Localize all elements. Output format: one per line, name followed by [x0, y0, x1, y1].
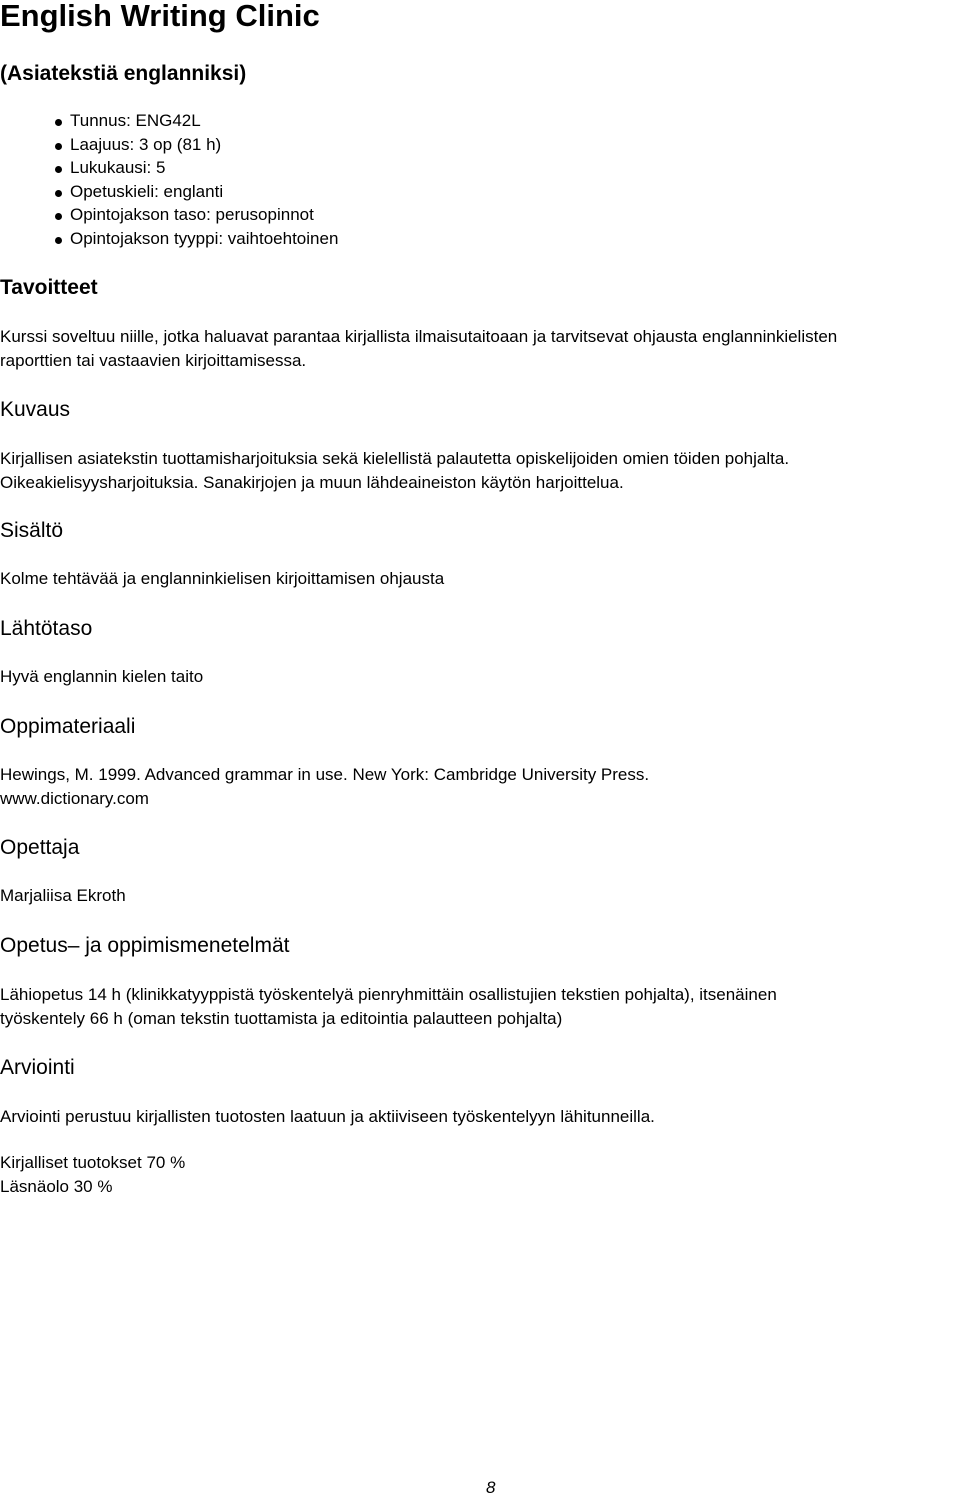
list-item: [0, 203, 338, 227]
list-item: [0, 227, 338, 251]
bullet-icon: [55, 190, 62, 197]
bullet-icon: [55, 237, 62, 244]
list-item: [0, 156, 338, 180]
arviointi-weight-attendance: Läsnäolo 30 %: [0, 1176, 113, 1196]
section-heading-kuvaus: Kuvaus: [0, 398, 71, 421]
list-item: [0, 133, 338, 157]
section-heading-tavoitteet: Tavoitteet: [0, 276, 98, 299]
course-title: English Writing Clinic: [0, 0, 320, 33]
bullet-icon: [55, 213, 62, 220]
menetelmat-text-line-1: Lähiopetus 14 h (klinikkatyyppistä työskentelyä pienryhmittäin osallistujien tekstien pohjalta), itsenäinen: [0, 985, 777, 1004]
section-heading-arviointi: Arviointi: [0, 1056, 75, 1079]
fact-text: Opetuskieli: englanti: [70, 181, 224, 201]
fact-text: Opintojakson tyyppi: vaihtoehtoinen: [70, 228, 339, 248]
tavoitteet-text-line-1: Kurssi soveltuu niille, jotka haluavat parantaa kirjallista ilmaisutaitoaan ja tarvitsevat ohjausta englanninkielisten: [0, 327, 838, 346]
section-heading-opettaja: Opettaja: [0, 836, 80, 859]
fact-text: Lukukausi: 5: [70, 158, 166, 178]
bullet-icon: [55, 166, 62, 173]
section-heading-menetelmat: Opetus– ja oppimismenetelmät: [0, 934, 290, 957]
sisalto-text: Kolme tehtävää ja englanninkielisen kirjoittamisen ohjausta: [0, 569, 445, 588]
page-number: 8: [486, 1478, 496, 1497]
section-heading-sisalto: Sisältö: [0, 519, 64, 542]
section-heading-oppimateriaali: Oppimateriaali: [0, 715, 136, 738]
kuvaus-text-line-1: Kirjallisen asiatekstin tuottamisharjoituksia sekä kielellistä palautetta opiskelijoiden omien töiden pohjalta.: [0, 449, 790, 468]
oppimateriaali-text-line-1: Hewings, M. 1999. Advanced grammar in use. New York: Cambridge University Press.: [0, 765, 650, 784]
tavoitteet-text-line-2: raporttien tai vastaavien kirjoittamisessa.: [0, 350, 307, 370]
list-item: [0, 180, 338, 204]
oppimateriaali-text-line-2: www.dictionary.com: [0, 788, 149, 808]
kuvaus-text-line-2: Oikeakielisyysharjoituksia. Sanakirjojen ja muun lähdeaineiston käytön harjoittelua.: [0, 472, 624, 492]
arviointi-weight-written: Kirjalliset tuotokset 70 %: [0, 1153, 186, 1172]
menetelmat-text-line-2: työskentely 66 h (oman tekstin tuottamista ja editointia palautteen pohjalta): [0, 1008, 563, 1028]
lahtotaso-text: Hyvä englannin kielen taito: [0, 667, 204, 686]
course-facts-list: [0, 109, 338, 251]
arviointi-text: Arviointi perustuu kirjallisten tuotosten laatuun ja aktiiviseen työskentelyyn lähitunneilla.: [0, 1107, 655, 1126]
bullet-icon: [55, 143, 62, 150]
fact-text: Tunnus: ENG42L: [70, 111, 201, 130]
fact-text: Laajuus: 3 op (81 h): [70, 134, 222, 154]
opettaja-text: Marjaliisa Ekroth: [0, 886, 126, 905]
bullet-icon: [55, 119, 62, 126]
section-heading-lahtotaso: Lähtötaso: [0, 617, 93, 640]
course-subtitle: (Asiatekstiä englanniksi): [0, 62, 247, 85]
fact-text: Opintojakson taso: perusopinnot: [70, 205, 314, 225]
list-item: [0, 109, 338, 133]
